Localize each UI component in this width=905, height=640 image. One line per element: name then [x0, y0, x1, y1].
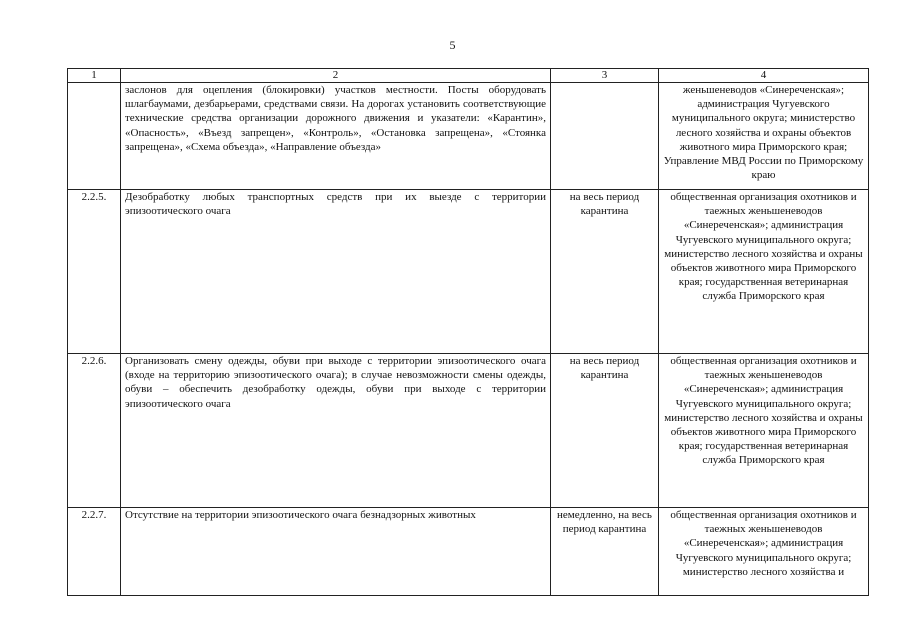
row-number: 2.2.7.	[68, 508, 121, 596]
row-action: Организовать смену одежды, обуви при выходе с территории эпизоотического очага (входе на территорию эпизоотического очага); в случае невозможности смены одежды, обуви – обеспечить дезобработку одежды, обуви при выходе с территории эпизоотического очага	[121, 354, 551, 508]
row-responsible: общественная организация охотников и таежных женьшеневодов «Синереченская»; администрация Чугуевского муниципального округа; министерство лесного хозяйства и	[659, 508, 869, 596]
row-responsible: общественная организация охотников и таежных женьшеневодов «Синереченская»; администрация Чугуевского муниципального округа; министерство лесного хозяйства и охраны объектов животного мира Приморского края; государственная ветеринарная служба Приморского края	[659, 190, 869, 354]
row-action: заслонов для оцепления (блокировки) участков местности. Посты оборудовать шлагбаумами, дезбарьерами, средствами связи. На дорогах установить соответствующие технические средства организации дорожного движения и указатели: «Карантин», «Опасность», «Въезд запрещен», «Контроль», «Остановка запрещена», «Стоянка запрещена», «Схема объезда», «Направление объезда»	[121, 83, 551, 190]
table-row	[68, 190, 869, 354]
row-term: немедленно, на весь период карантина	[551, 508, 659, 596]
row-number: 2.2.5.	[68, 190, 121, 354]
row-responsible: женьшеневодов «Синереченская»; администрация Чугуевского муниципального округа; министерство лесного хозяйства и охраны объектов животного мира Приморского края; Управление МВД России по Приморскому краю	[659, 83, 869, 190]
row-action: Дезобработку любых транспортных средств при их выезде с территории эпизоотического очага	[121, 190, 551, 354]
row-action: Отсутствие на территории эпизоотического очага безнадзорных животных	[121, 508, 551, 596]
row-number	[68, 83, 121, 190]
header-col-4: 4	[659, 69, 869, 83]
row-term	[551, 83, 659, 190]
table-header-row	[68, 69, 869, 83]
row-responsible: общественная организация охотников и таежных женьшеневодов «Синереченская»; администрация Чугуевского муниципального округа; министерство лесного хозяйства и охраны объектов животного мира Приморского края; государственная ветеринарная служба Приморского края	[659, 354, 869, 508]
table-row	[68, 508, 869, 596]
row-number: 2.2.6.	[68, 354, 121, 508]
row-term: на весь период карантина	[551, 354, 659, 508]
page-number: 5	[449, 38, 456, 52]
row-term: на весь период карантина	[551, 190, 659, 354]
header-col-1: 1	[68, 69, 121, 83]
table-row	[68, 354, 869, 508]
table-row	[68, 83, 869, 190]
header-col-2: 2	[121, 69, 551, 83]
header-col-3: 3	[551, 69, 659, 83]
measures-table	[67, 68, 869, 596]
